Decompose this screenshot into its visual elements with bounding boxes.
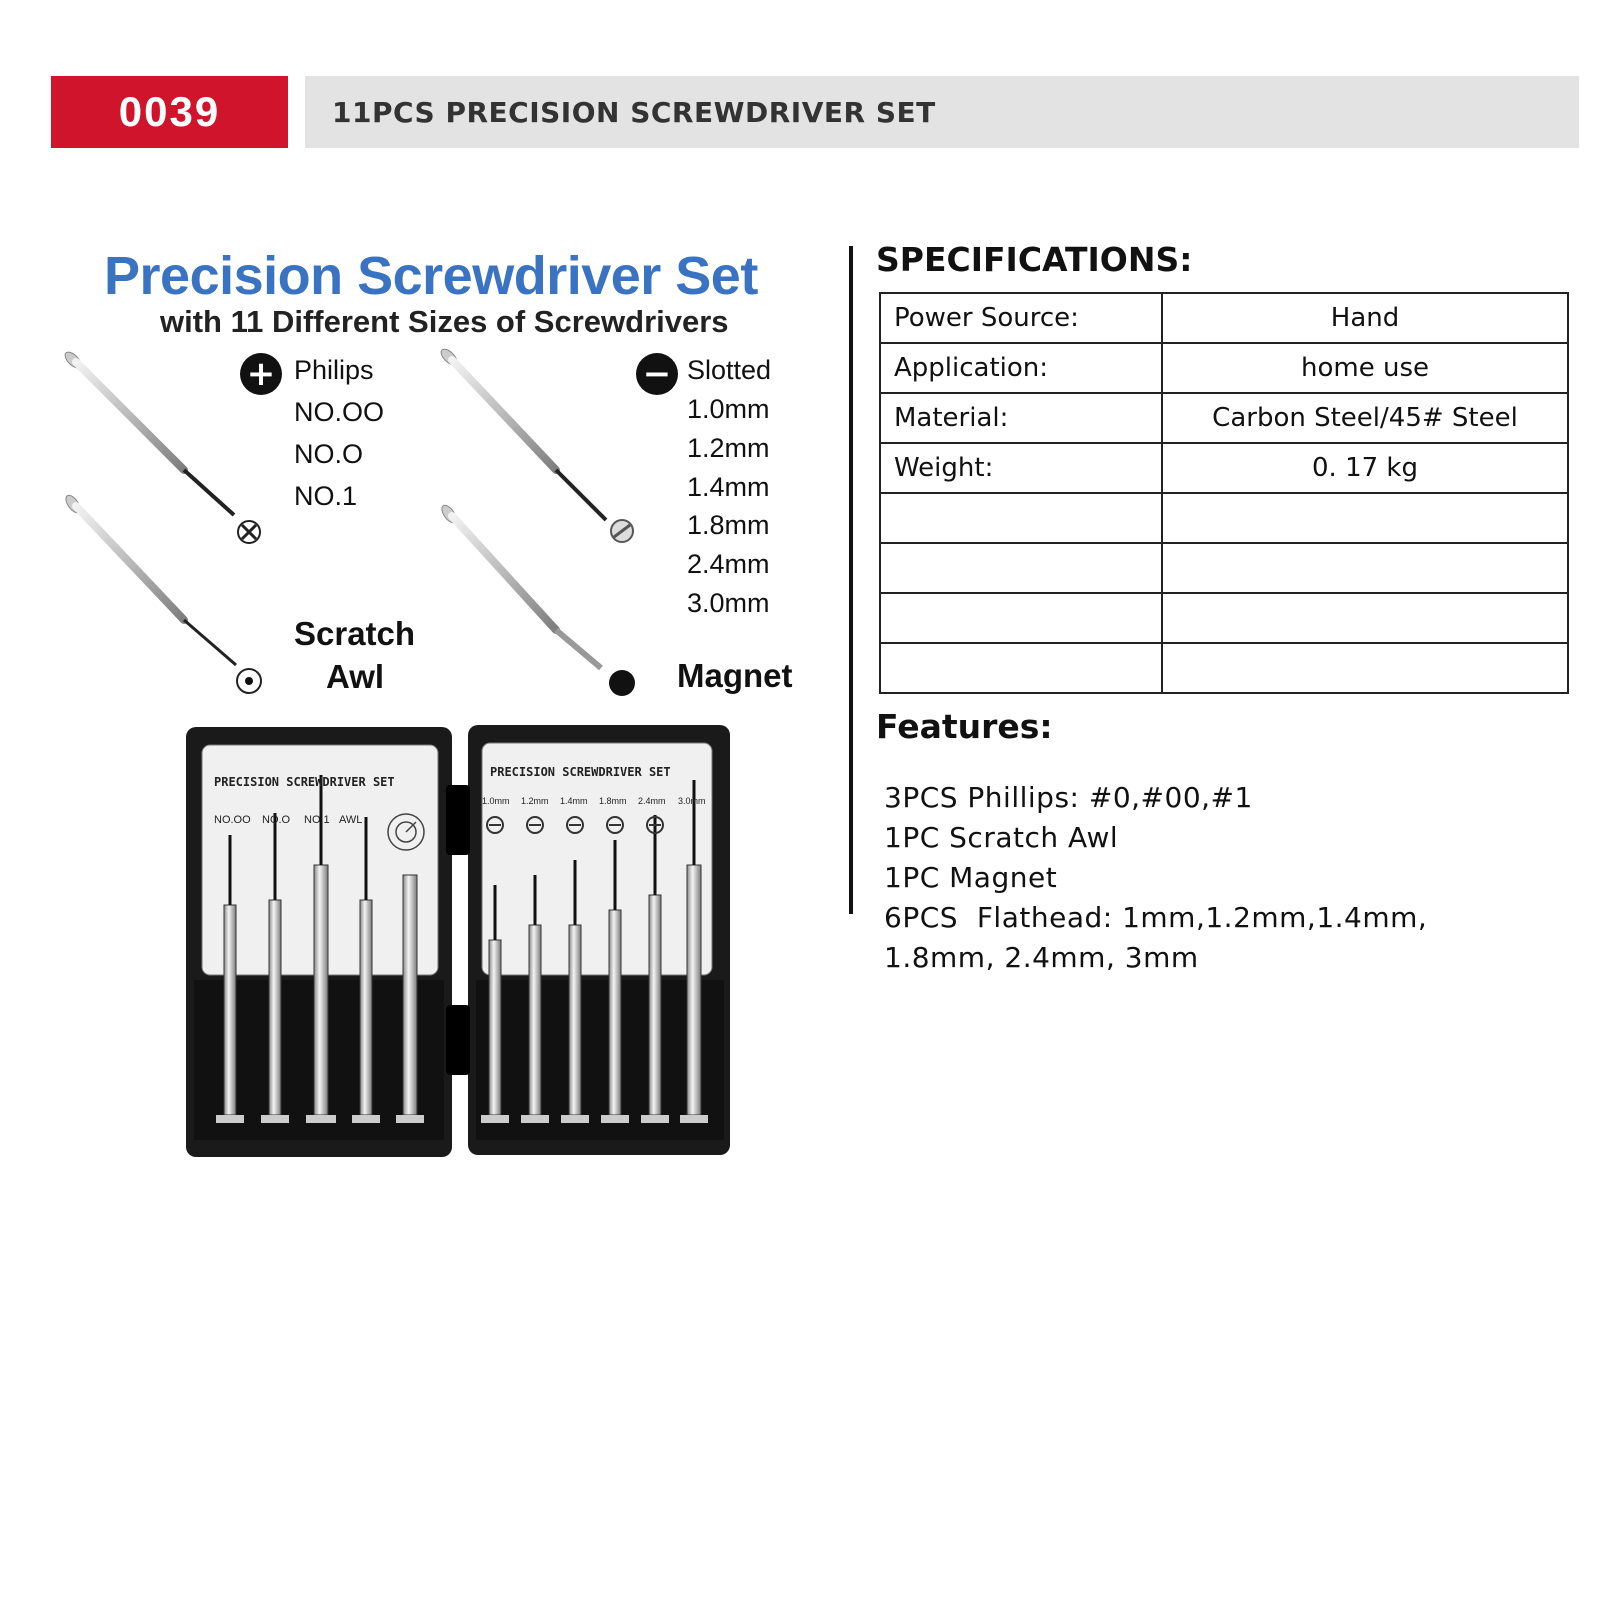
- slotted-size: 1.8mm: [687, 510, 770, 540]
- screwdriver-case-illustration: [184, 725, 744, 1175]
- plus-icon: +: [240, 353, 282, 395]
- spec-key: Material:: [880, 393, 1162, 443]
- specifications-table: [879, 292, 1569, 694]
- slotted-size: 1.4mm: [687, 472, 770, 502]
- magnet-screwdriver-illustration: [439, 503, 601, 668]
- case-left-slot: NO.1: [304, 814, 330, 826]
- slotted-tip-icon: [611, 520, 633, 542]
- philips-label: Philips: [294, 355, 374, 385]
- spec-value: Carbon Steel/45# Steel: [1162, 393, 1568, 443]
- spec-key: [880, 643, 1162, 693]
- spec-value: [1162, 493, 1568, 543]
- philips-size: NO.O: [294, 439, 364, 469]
- product-image: [56, 230, 836, 1180]
- minus-icon: −: [636, 353, 678, 395]
- spec-key: Weight:: [880, 443, 1162, 493]
- spec-key: [880, 593, 1162, 643]
- philips-size: NO.1: [294, 481, 358, 511]
- case-left-slot: AWL: [339, 814, 363, 826]
- feature-line: 1PC Magnet: [884, 861, 1058, 894]
- philips-size: NO.OO: [294, 397, 385, 427]
- case-left-label: PRECISION SCREWDRIVER SET: [214, 775, 395, 789]
- case-right-slot: 3.0mm: [678, 796, 706, 806]
- case-right-slot: 1.0mm: [482, 796, 510, 806]
- spec-row: [880, 643, 1568, 693]
- spec-key: [880, 543, 1162, 593]
- product-code-badge: 0039: [51, 76, 288, 148]
- case-right-slot: 1.2mm: [521, 796, 549, 806]
- case-right-slot: 2.4mm: [638, 796, 666, 806]
- spec-key: Application:: [880, 343, 1162, 393]
- case-left-slot: NO.O: [262, 814, 291, 826]
- case-right-slot: 1.4mm: [560, 796, 588, 806]
- spec-value: Hand: [1162, 293, 1568, 343]
- magnet-label: Magnet: [677, 657, 793, 694]
- awl-tip-icon: [237, 669, 261, 693]
- scratch-awl-label: Awl: [326, 658, 385, 695]
- case-right-label: PRECISION SCREWDRIVER SET: [490, 765, 671, 779]
- scratch-awl-label: Scratch: [294, 615, 416, 652]
- feature-line: 6PCS Flathead: 1mm,1.2mm,1.4mm,: [884, 901, 1428, 934]
- cross-tip-icon: [238, 521, 260, 543]
- spec-value: 0. 17 kg: [1162, 443, 1568, 493]
- philips-screwdriver-illustration: [62, 349, 234, 515]
- spec-key: [880, 493, 1162, 543]
- slotted-size: 3.0mm: [687, 588, 770, 618]
- scratch-awl-illustration: [63, 493, 236, 665]
- feature-line: 1PC Scratch Awl: [884, 821, 1119, 854]
- magnet-tip-icon: [609, 670, 635, 696]
- case-right-slot: 1.8mm: [599, 796, 627, 806]
- product-image-title: Precision Screwdriver Set: [104, 246, 758, 306]
- feature-line: 1.8mm, 2.4mm, 3mm: [884, 941, 1199, 974]
- spec-row: [880, 593, 1568, 643]
- specifications-heading: SPECIFICATIONS:: [876, 240, 1193, 279]
- spec-key: Power Source:: [880, 293, 1162, 343]
- spec-row: [880, 543, 1568, 593]
- product-image-subtitle: with 11 Different Sizes of Screwdrivers: [160, 304, 729, 339]
- product-title: 11PCS PRECISION SCREWDRIVER SET: [305, 76, 1579, 148]
- spec-value: [1162, 543, 1568, 593]
- spec-row: [880, 343, 1568, 393]
- slotted-size: 1.0mm: [687, 394, 770, 424]
- spec-row: [880, 493, 1568, 543]
- spec-value: [1162, 593, 1568, 643]
- slotted-screwdriver-illustration: [438, 346, 606, 520]
- slotted-size: 1.2mm: [687, 433, 770, 463]
- vertical-divider: [849, 246, 853, 914]
- spec-row: [880, 393, 1568, 443]
- spec-value: [1162, 643, 1568, 693]
- slotted-size: 2.4mm: [687, 549, 770, 579]
- case-left-slot: NO.OO: [214, 814, 251, 826]
- features-list: [884, 778, 1427, 978]
- features-heading: Features:: [876, 707, 1053, 746]
- spec-row: [880, 293, 1568, 343]
- spec-row: [880, 443, 1568, 493]
- slotted-label: Slotted: [687, 355, 772, 385]
- spec-value: home use: [1162, 343, 1568, 393]
- feature-line: 3PCS Phillips: #0,#00,#1: [884, 781, 1253, 814]
